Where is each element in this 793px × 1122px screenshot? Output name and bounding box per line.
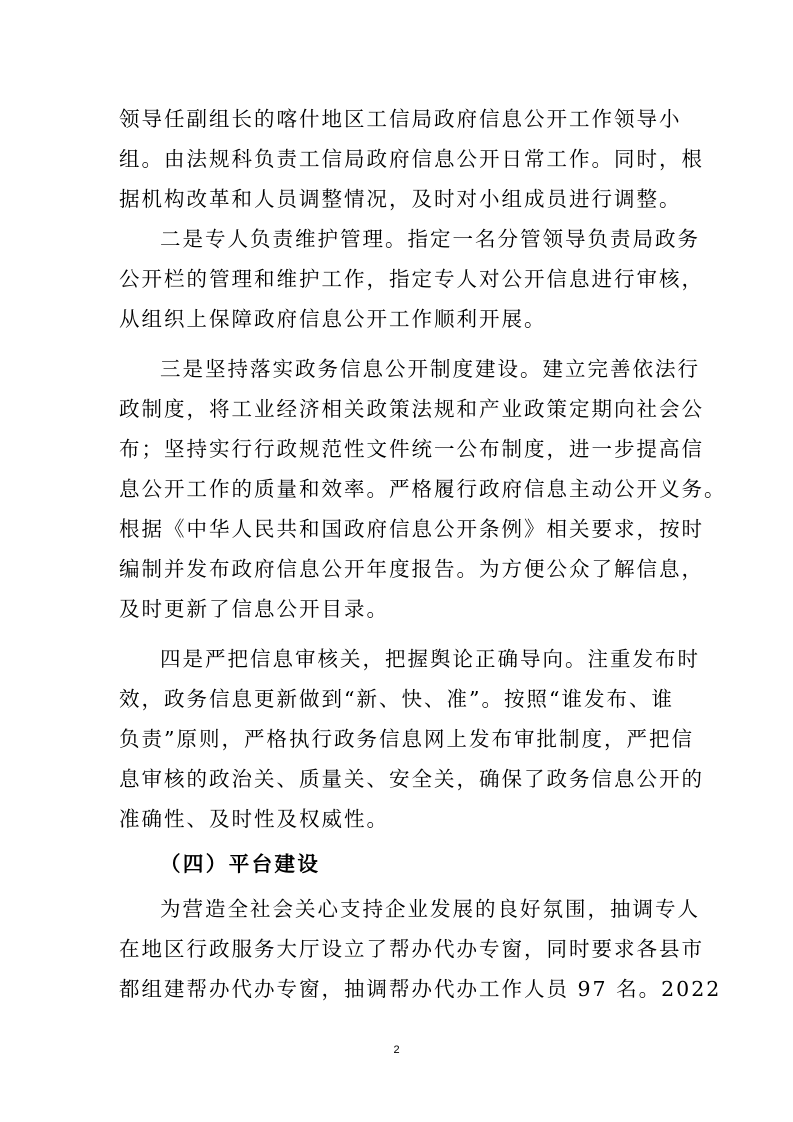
paragraph-line: 二是专人负责维护管理。指定一名分管领导负责局政务 — [160, 227, 700, 251]
paragraph-line: 政制度，将工业经济相关政策法规和产业政策定期向社会公 — [119, 397, 704, 421]
paragraph-line: 息审核的政治关、质量关、安全关，确保了政务信息公开的 — [119, 767, 704, 791]
paragraph-line: 布；坚持实行行政规范性文件统一公布制度，进一步提高信 — [119, 437, 704, 461]
paragraph-line: 息公开工作的质量和效率。严格履行政府信息主动公开义务。 — [119, 477, 727, 501]
paragraph-line: 及时更新了信息公开目录。 — [119, 597, 389, 621]
paragraph-line: 组。由法规科负责工信局政府信息公开日常工作。同时，根 — [119, 147, 704, 171]
paragraph-line: 为营造全社会关心支持企业发展的良好氛围，抽调专人 — [160, 897, 700, 921]
paragraph-line: 负责”原则，严格执行政务信息网上发布审批制度，严把信 — [119, 727, 694, 751]
paragraph-line: 编制并发布政府信息公开年度报告。为方便公众了解信息， — [119, 557, 704, 581]
paragraph-line: 效，政务信息更新做到“新、快、准”。按照“谁发布、谁 — [119, 687, 674, 711]
paragraph-line: 在地区行政服务大厅设立了帮办代办专窗，同时要求各县市 — [119, 937, 704, 961]
paragraph-line: 根据《中华人民共和国政府信息公开条例》相关要求，按时 — [119, 517, 704, 541]
paragraph-line: 都组建帮办代办专窗，抽调帮办代办工作人员 97 名。2022 — [119, 977, 722, 1001]
page-number: 2 — [393, 1044, 400, 1056]
paragraph-line: 据机构改革和人员调整情况，及时对小组成员进行调整。 — [119, 187, 682, 211]
paragraph-line: 准确性、及时性及权威性。 — [119, 807, 389, 831]
paragraph-line: 公开栏的管理和维护工作，指定专人对公开信息进行审核， — [119, 267, 704, 291]
paragraph-line: 从组织上保障政府信息公开工作顺利开展。 — [119, 307, 547, 331]
section-heading: （四）平台建设 — [160, 852, 321, 876]
paragraph-line: 领导任副组长的喀什地区工信局政府信息公开工作领导小 — [119, 107, 682, 131]
paragraph-line: 三是坚持落实政务信息公开制度建设。建立完善依法行 — [160, 357, 700, 381]
paragraph-line: 四是严把信息审核关，把握舆论正确导向。注重发布时 — [160, 647, 700, 671]
